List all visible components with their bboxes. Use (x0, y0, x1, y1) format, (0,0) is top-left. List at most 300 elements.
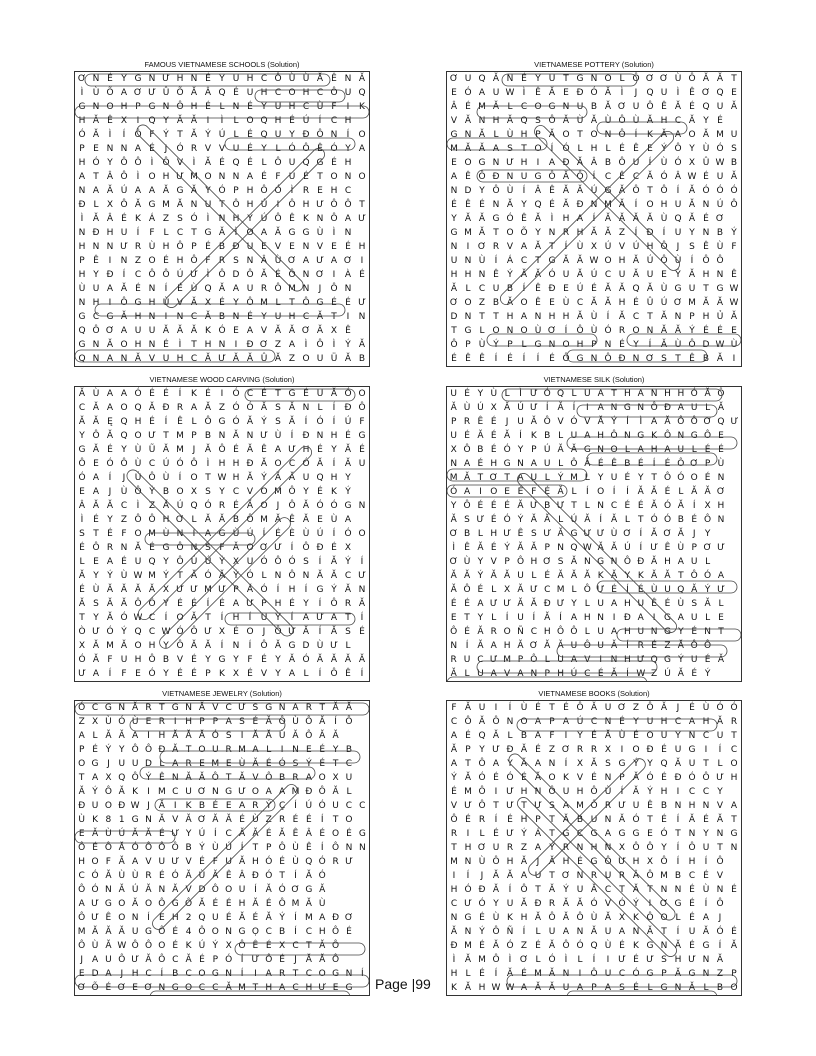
grid-letter: O (118, 913, 126, 923)
grid-letter: H (134, 655, 142, 665)
grid-letter: A (344, 515, 352, 525)
grid-letter: I (479, 487, 482, 497)
grid-letter: S (225, 731, 232, 741)
grid-letter: H (78, 242, 86, 252)
grid-letter: K (451, 983, 457, 993)
grid-letter: Ô (623, 557, 631, 567)
grid-letter: Ă (260, 403, 268, 413)
grid-letter: É (345, 431, 351, 441)
grid-letter (728, 527, 741, 541)
grid-letter: S (275, 403, 281, 413)
grid-letter: Y (549, 843, 555, 853)
grid-letter: Ă (534, 270, 542, 280)
grid-letter: N (345, 969, 353, 979)
grid-letter: Ý (704, 585, 711, 595)
grid-letter: Ư (358, 298, 366, 308)
grid-letter: Y (205, 186, 211, 196)
grid-letter: Ù (162, 473, 170, 483)
grid-letter: Ô (118, 955, 126, 965)
grid-letter: M (450, 144, 458, 154)
grid-letter: Ô (211, 773, 219, 783)
grid-letter: Ú (632, 242, 640, 252)
grid-letter: A (92, 473, 100, 483)
grid-letter: A (702, 913, 710, 923)
grid-letter: Í (564, 242, 568, 252)
grid-letter: Ă (330, 627, 338, 637)
grid-letter: Á (506, 256, 514, 266)
grid-letter: A (534, 843, 542, 853)
grid-letter: A (677, 403, 684, 413)
grid-letter: I (466, 242, 470, 252)
grid-letter: L (577, 955, 583, 965)
grid-letter: É (92, 745, 98, 755)
grid-letter: L (303, 669, 309, 679)
grid-letter: Ơ (449, 557, 458, 567)
grid-letter: Ă (604, 88, 612, 98)
grid-letter: N (92, 74, 100, 84)
grid-letter: Ì (178, 340, 182, 350)
grid-letter: W (715, 340, 725, 350)
grid-letter: É (477, 585, 484, 595)
grid-letter: Ă (106, 340, 114, 350)
grid-letter: G (548, 256, 556, 266)
grid-letter: Í (626, 417, 629, 427)
grid-letter: Ù (292, 857, 299, 867)
grid-letter: Y (303, 599, 309, 609)
grid-letter: I (164, 312, 168, 322)
grid-letter: L (233, 130, 239, 140)
grid-letter: Ó (702, 186, 710, 196)
grid-letter: N (274, 571, 282, 581)
grid-letter: T (177, 130, 183, 140)
grid-letter: B (279, 773, 286, 783)
grid-letter: H (478, 983, 486, 993)
grid-letter: Ó (302, 655, 310, 665)
grid-letter: Ă (118, 731, 125, 741)
grid-letter: N (302, 270, 310, 280)
grid-letter: Ă (664, 571, 671, 581)
grid-letter: Ă (548, 969, 556, 979)
grid-letter: Ê (107, 116, 113, 126)
grid-letter: B (185, 843, 192, 853)
grid-letter: Ư (506, 158, 514, 168)
grid-letter: Ú (204, 557, 212, 567)
grid-letter: K (303, 214, 309, 224)
grid-letter: Ơ (529, 641, 538, 651)
grid-letter: D (302, 641, 310, 651)
grid-letter: G (674, 284, 682, 294)
grid-letter: R (478, 815, 486, 825)
grid-letter: Ă (450, 585, 457, 595)
grid-letter: V (172, 815, 179, 825)
grid-letter: Í (620, 787, 624, 797)
grid-letter: É (247, 312, 253, 322)
grid-letter: Ă (358, 599, 366, 609)
grid-letter: B (279, 927, 286, 937)
grid-letter: C (450, 899, 458, 909)
grid-letter (728, 597, 741, 611)
grid-letter: Í (290, 431, 294, 441)
grid-letter: S (177, 214, 183, 224)
grid-letter: O (490, 487, 498, 497)
grid-letter: Ă (134, 354, 142, 364)
grid-letter: Ơ (645, 354, 655, 364)
grid-letter: U (162, 354, 170, 364)
grid-letter: Đ (576, 88, 584, 98)
grid-letter: U (632, 158, 640, 168)
grid-letter: I (676, 787, 680, 797)
grid-letter: Ù (316, 102, 324, 112)
grid-letter: Ă (576, 256, 584, 266)
grid-letter: Ô (78, 885, 86, 895)
grid-letter: É (247, 144, 253, 154)
grid-letter: É (359, 627, 365, 637)
grid-letter: Ư (358, 214, 366, 224)
grid-letter: Í (346, 130, 350, 140)
grid-letter: U (274, 312, 282, 322)
grid-letter: O (610, 445, 618, 455)
grid-letter: L (705, 613, 711, 623)
grid-letter: Ă (730, 312, 738, 322)
grid-letter: O (318, 773, 326, 783)
grid-letter: A (492, 759, 500, 769)
grid-letter: A (534, 759, 542, 769)
grid-letter: H (646, 242, 654, 252)
grid-letter: Ă (218, 284, 226, 294)
grid-letter: Ô (492, 186, 500, 196)
grid-letter: Ô (134, 599, 142, 609)
grid-letter: Ê (689, 88, 695, 98)
grid-letter: Í (320, 815, 324, 825)
grid-letter: Ă (92, 641, 100, 651)
grid-letter: N (674, 312, 682, 322)
grid-letter: Y (219, 487, 225, 497)
grid-letter: Q (118, 773, 126, 783)
grid-letter: O (632, 745, 640, 755)
grid-letter: Ù (506, 130, 514, 140)
grid-letter: G (632, 829, 640, 839)
grid-letter: T (252, 843, 259, 853)
grid-letter: Ô (660, 256, 668, 266)
grid-letter: Í (254, 885, 257, 895)
grid-letter: Í (648, 340, 652, 350)
grid-letter: Y (633, 717, 639, 727)
grid-letter: Ă (302, 627, 310, 637)
grid-letter: Y (451, 214, 457, 224)
grid-letter: Y (678, 627, 684, 637)
grid-letter: S (252, 703, 259, 713)
grid-letter: N (650, 389, 658, 399)
grid-letter: T (225, 773, 232, 783)
grid-letter: Ă (260, 459, 268, 469)
grid-letter: C (576, 829, 584, 839)
grid-letter: Ă (618, 815, 626, 825)
grid-letter: H (134, 312, 142, 322)
grid-letter: G (238, 927, 246, 937)
grid-letter: É (493, 773, 499, 783)
grid-letter: Ó (548, 955, 556, 965)
grid-letter: Í (564, 326, 568, 336)
grid-letter: A (463, 459, 471, 469)
grid-letter: É (718, 445, 724, 455)
grid-letter: A (91, 773, 99, 783)
grid-letter: Ă (198, 773, 206, 783)
grid-letter: Ă (520, 899, 528, 909)
grid-letter: Ă (232, 543, 240, 553)
grid-letter: Ư (506, 787, 514, 797)
grid-letter: H (520, 787, 528, 797)
grid-letter: Ô (176, 543, 184, 553)
grid-letter: O (251, 787, 259, 797)
grid-letter: Z (148, 501, 156, 511)
grid-letter: H (246, 200, 254, 210)
grid-letter: C (176, 228, 184, 238)
grid-letter: Ù (604, 941, 612, 951)
grid-letter: T (549, 871, 555, 881)
grid-letter: Ú (260, 214, 268, 224)
grid-letter: H (618, 298, 626, 308)
grid-letter: É (239, 815, 245, 825)
grid-letter: Ă (716, 717, 724, 727)
grid-letter: N (246, 431, 254, 441)
grid-letter: Ó (171, 871, 179, 881)
grid-letter (727, 855, 741, 869)
grid-letter: Ă (132, 899, 139, 909)
grid-letter: Ù (134, 459, 142, 469)
grid-letter: Ù (232, 529, 240, 539)
grid-letter: U (597, 599, 604, 609)
grid-letter: Ă (92, 501, 100, 511)
grid-letter: L (346, 787, 352, 797)
grid-letter: Ă (198, 703, 206, 713)
grid-letter: L (477, 529, 483, 539)
grid-letter: Í (592, 955, 596, 965)
grid-letter: U (91, 801, 99, 811)
grid-letter: C (584, 669, 591, 679)
grid-letter: É (252, 717, 259, 727)
grid-letter: Í (718, 941, 722, 951)
grid-letter: Ơ (715, 214, 725, 224)
grid-letter: Z (162, 214, 170, 224)
grid-letter: Ó (632, 815, 640, 825)
grid-letter: Ó (176, 627, 184, 637)
grid-letter: U (450, 256, 458, 266)
grid-letter: U (212, 913, 219, 923)
grid-letter: Ó (344, 529, 352, 539)
grid-letter: Q (674, 214, 682, 224)
grid-letter: C (225, 829, 232, 839)
grid-letter: O (211, 927, 219, 937)
grid-letter: U (344, 88, 352, 98)
grid-letter: Ă (330, 655, 338, 665)
grid-letter: A (520, 983, 528, 993)
grid-letter: Q (78, 326, 86, 336)
grid-letter: Ă (688, 815, 696, 825)
grid-letter: F (451, 703, 457, 713)
grid-letter: B (463, 529, 471, 539)
grid-letter: Ă (106, 599, 114, 609)
grid-letter: U (288, 172, 296, 182)
grid-letter: N (604, 815, 612, 825)
grid-letter: Ý (345, 487, 351, 497)
grid-letter: N (464, 256, 472, 266)
grid-letter: A (78, 172, 86, 182)
grid-letter: H (120, 102, 128, 112)
grid-letter: É (521, 773, 527, 783)
grid-letter: C (345, 759, 353, 769)
grid-letter: A (610, 599, 618, 609)
grid-letter: N (702, 228, 710, 238)
grid-letter: G (618, 829, 626, 839)
grid-letter: T (678, 571, 684, 581)
grid-letter: H (583, 613, 591, 623)
grid-letter: Ư (91, 899, 99, 909)
grid-letter: N (218, 431, 226, 441)
grid-letter: Ý (219, 557, 225, 567)
grid-letter: T (675, 829, 681, 839)
grid-letter: Q (120, 431, 128, 441)
grid-letter: Ê (93, 256, 99, 266)
grid-letter: O (520, 298, 528, 308)
grid-letter: Ô (646, 102, 654, 112)
grid-letter: Í (639, 543, 643, 553)
grid-letter: Ú (118, 829, 126, 839)
grid-letter: Ă (344, 655, 352, 665)
grid-letter: L (465, 969, 471, 979)
grid-letter: V (450, 116, 458, 126)
grid-letter: É (233, 445, 239, 455)
grid-letter: L (703, 983, 709, 993)
grid-letter: Ó (232, 403, 240, 413)
grid-letter: Ê (479, 354, 485, 364)
grid-letter: A (517, 669, 524, 679)
grid-letter: L (79, 557, 85, 567)
grid-letter: Ó (570, 417, 578, 427)
grid-letter: S (464, 515, 470, 525)
grid-letter: A (305, 773, 312, 783)
grid-letter: W (505, 88, 515, 98)
grid-letter: F (121, 529, 127, 539)
grid-letter (356, 701, 369, 715)
grid-letter: F (105, 857, 111, 867)
grid-letter: Ơ (623, 529, 632, 539)
grid-letter: G (288, 389, 296, 399)
grid-letter: Đ (450, 941, 458, 951)
grid-letter: Ă (158, 815, 165, 825)
grid-letter: Ô (131, 773, 139, 783)
grid-letter: N (492, 158, 500, 168)
grid-letter: N (292, 745, 299, 755)
grid-letter: N (211, 787, 219, 797)
grid-letter: Y (93, 270, 99, 280)
grid-letter: G (688, 745, 696, 755)
grid-letter: U (716, 102, 724, 112)
grid-letter: A (717, 571, 725, 581)
grid-letter: Q (677, 585, 685, 595)
grid-letter: R (176, 403, 184, 413)
grid-letter: Z (651, 669, 658, 679)
grid-letter: Ê (292, 829, 299, 839)
grid-letter: V (252, 773, 259, 783)
grid-letter: Ă (618, 186, 626, 196)
grid-letter: Ô (274, 627, 282, 637)
grid-letter: H (660, 200, 668, 210)
grid-letter: U (702, 843, 710, 853)
grid-letter: Í (676, 843, 680, 853)
grid-letter: Ý (145, 773, 152, 783)
grid-letter: Â (632, 871, 640, 881)
grid-letter: U (562, 787, 570, 797)
grid-letter: É (247, 669, 253, 679)
grid-letter: K (359, 102, 365, 112)
grid-letter: É (619, 941, 625, 951)
grid-letter: Ă (557, 571, 564, 581)
grid-letter: Ă (530, 599, 537, 609)
grid-letter: Ă (651, 501, 658, 511)
grid-letter: A (132, 731, 139, 741)
grid-letter: H (134, 340, 142, 350)
grid-letter: Í (164, 284, 168, 294)
grid-letter: L (535, 927, 541, 937)
grid-letter: V (576, 773, 584, 783)
grid-letter: B (218, 312, 226, 322)
grid-letter: É (163, 256, 169, 266)
grid-letter: Ù (316, 641, 324, 651)
grid-letter: Ô (330, 200, 338, 210)
grid-letter: Đ (576, 200, 584, 210)
grid-letter: U (316, 354, 324, 364)
grid-letter: A (664, 445, 671, 455)
grid-letter: H (576, 787, 584, 797)
grid-letter: A (92, 487, 100, 497)
grid-letter: I (466, 829, 470, 839)
grid-letter: Ă (478, 717, 486, 727)
grid-letter: Ư (190, 270, 198, 280)
grid-letter: Ă (610, 571, 618, 581)
grid-letter: M (204, 585, 212, 595)
grid-letter: Ă (664, 417, 671, 427)
grid-letter: N (604, 843, 612, 853)
grid-letter: A (302, 613, 310, 623)
grid-letter: T (731, 74, 737, 84)
grid-letter: Ă (176, 326, 184, 336)
grid-letter: B (590, 102, 598, 112)
grid-letter (728, 485, 741, 499)
grid-letter: Y (121, 445, 127, 455)
grid-letter (728, 499, 741, 513)
grid-letter: Ă (530, 543, 537, 553)
grid-letter: V (316, 242, 324, 252)
grid-letter: K (132, 787, 139, 797)
grid-letter: Ô (576, 326, 584, 336)
grid-letter: Ô (543, 417, 551, 427)
grid-letter: Y (450, 501, 457, 511)
grid-letter: A (106, 557, 114, 567)
grid-letter: Ô (590, 787, 598, 797)
grid-letter: B (604, 158, 612, 168)
grid-letter: L (479, 829, 485, 839)
grid-letter: Y (93, 571, 99, 581)
grid-letter: Q (190, 501, 198, 511)
grid-letter: Ê (105, 913, 112, 923)
grid-letter: H (330, 431, 338, 441)
grid-letter: Ư (288, 627, 296, 637)
grid-letter (356, 897, 369, 911)
grid-letter: Ă (132, 703, 139, 713)
grid-letter: Í (290, 613, 294, 623)
grid-letter: É (149, 417, 155, 427)
grid-letter: Ê (517, 529, 524, 539)
